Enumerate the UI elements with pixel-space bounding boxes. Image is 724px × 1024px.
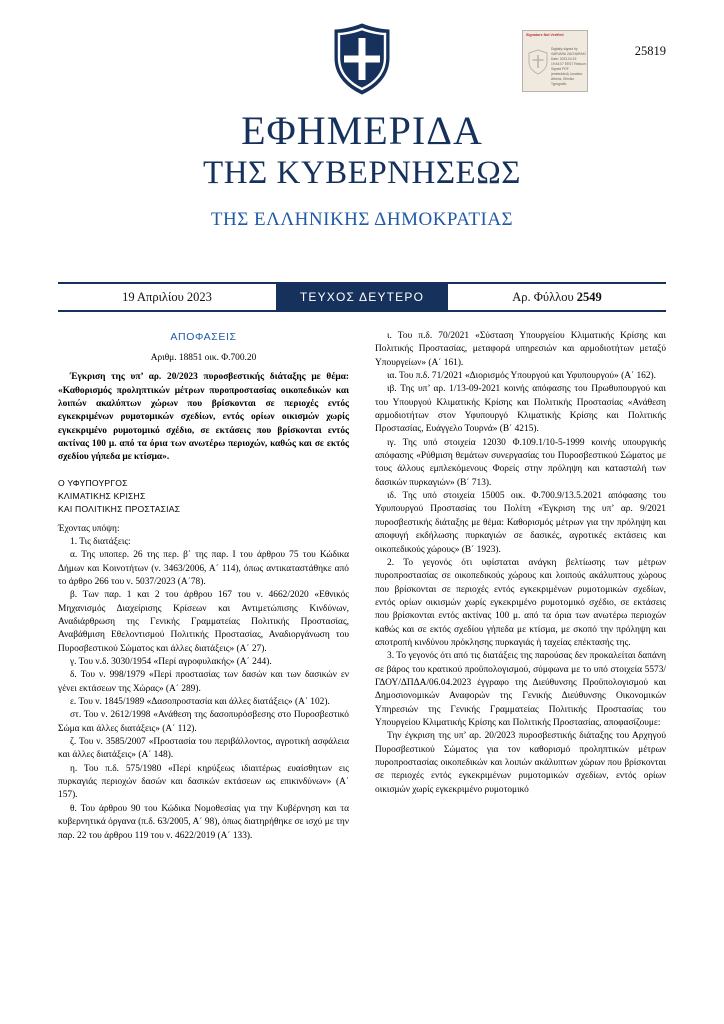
issue-bar (58, 282, 666, 312)
signer-line-1: Ο ΥΦΥΠΟΥΡΓΟΣ (58, 477, 128, 488)
signer-line-2: ΚΛΙΜΑΤΙΚΗΣ ΚΡΙΣΗΣ (58, 490, 146, 501)
issue-number-label: Αρ. Φύλλου (512, 289, 574, 304)
paragraph: ια. Του π.δ. 71/2021 «Διορισμός Υπουργού και Υφυπουργού» (Α΄ 162). (387, 371, 656, 382)
stamp-emblem-icon (527, 49, 549, 75)
signer-line-3: ΚΑΙ ΠΟΛΙΤΙΚΗΣ ΠΡΟΣΤΑΣΙΑΣ (58, 504, 181, 515)
page-header (58, 0, 666, 262)
issue-date: 19 Απριλίου 2023 (122, 289, 212, 304)
digital-signature-stamp (522, 30, 588, 92)
signer-block (58, 477, 349, 517)
page-number: 25819 (634, 44, 666, 58)
right-column (375, 330, 666, 843)
issue-type: ΤΕΥΧΟΣ ΔΕΥΤΕΡΟ (276, 284, 448, 310)
paragraph: ιδ. Της υπό στοιχεία 15005 οικ. Φ.700.9/13.5.2021 απόφασης του Υφυπουργού Προστασίας του Πολίτη «Έγκριση της υπ’ αρ. 9/2021 πυροσβεστικής διάταξης με θέμα: Καθορισμός μέτρων για την πρόληψη και αποφυγή εκδήλωσης πυρκαγιών σε δασικές, αγροτικές εκτάσεις και οικοπεδικούς χώρους» (Β΄ 1923). (375, 491, 666, 555)
paragraph: γ. Του ν.δ. 3030/1954 «Περί αγροφυλακής» (Α΄ 244). (70, 657, 272, 668)
decision-number: Αριθμ. 18851 οικ. Φ.700.20 (150, 352, 257, 363)
paragraph: δ. Του ν. 998/1979 «Περί προστασίας των δασών και των δασικών εν γένει εκτάσεων της Χώρας» (Α΄ 289). (58, 670, 349, 694)
paragraph: ζ. Του ν. 3585/2007 «Προστασία του περιβάλλοντος, αγροτική ασφάλεια και άλλες διατάξεις» (Α΄ 148). (58, 737, 349, 761)
signature-status-label: Signature Not Verified (526, 33, 564, 37)
paragraph: η. Του π.δ. 575/1980 «Περί κηρύξεως ιδιαιτέρως ευαίσθητων εις πυρκαγιάς περιοχών δασών και δασικών εκτάσεων ως επικινδύνων» (Α΄ 157). (58, 763, 349, 801)
section-title: ΑΠΟΦΑΣΕΙΣ (170, 331, 237, 343)
paragraph: ε. Του ν. 1845/1989 «Δασοπροστασία και άλλες διατάξεις» (Α΄ 102). (70, 697, 330, 708)
body-columns (58, 330, 666, 843)
issue-number-value: 2549 (576, 289, 602, 304)
signature-details: Digitally signed by VARVARA ZACHARAKI Date: 2023.04.19 19:44:07 EEST Reason: Signed PDF (embedded) Location: Athens, Ethniko Typografio (551, 47, 587, 86)
paragraph: 2. Το γεγονός ότι υφίσταται ανάγκη βελτίωσης των μέτρων πυροπροστασίας σε οικοπεδικούς χώρους και λοιπούς ακάλυπτους χώρους που βρίσκονται σε περιοχές εντός εγκεκριμένων ρυμοτομικών σχεδίων, εντός ορίων οικισμών χωρίς εγκεκριμένο ρυμοτομικό σχέδιο, σε εκτάσεις που βρίσκονται εντός ακτίνας 100 μ. από τα όρια των ανωτέρω περιοχών καθώς και σε εκτός σχεδίου γήπεδα με κτίσμα, με σκοπό την πρόληψη και αποτροπή κινδύνου πρόκλησης πυρκαγιάς ή ταχείας επέκτασής της. (375, 557, 666, 648)
paragraph: θ. Του άρθρου 90 του Κώδικα Νομοθεσίας για την Κυβέρνηση και τα κυβερνητικά όργανα (π.δ. 63/2005, Α΄ 98), όπως διατηρήθηκε σε ισχύ με την παρ. 22 του άρθρου 119 του ν. 4622/2019 (Α΄ 133). (58, 803, 349, 841)
paragraph: στ. Του ν. 2612/1998 «Ανάθεση της δασοπυρόσβεσης στο Πυροσβεστικό Σώμα και άλλες διατάξεις» (Α΄ 112). (58, 710, 349, 734)
paragraph: Έχοντας υπόψη: (58, 523, 120, 534)
greek-coat-of-arms-icon (331, 22, 393, 96)
gazette-subtitle: ΤΗΣ ΚΥΒΕΡΝΗΣΕΩΣ (203, 154, 521, 191)
issue-number (448, 284, 666, 310)
paragraph: ιβ. Της υπ’ αρ. 1/13-09-2021 κοινής απόφασης του Πρωθυπουργού και του Υπουργού Κλιματικής Κρίσης και Πολιτικής Προστασίας «Ανάθεση αρμοδιοτήτων στον Υφυπουργό Κλιματικής Κρίσης και Πολιτικής Προστασίας, Ευάγγελο Τουρνά» (Β΄ 4215). (375, 384, 666, 435)
gazette-title: ΕΦΗΜΕΡΙΔΑ (241, 108, 483, 153)
decision-heading: Έγκριση της υπ’ αρ. 20/2023 πυροσβεστικής διάταξης με θέμα: «Καθορισμός προληπτικών μέτρων πυροπροστασίας οικοπεδικών και λοιπών ακαλύπτων χώρων που βρίσκονται σε περιοχές εντός εγκεκριμένων ρυμοτομικών σχεδίων, εντός ορίων οικισμών χωρίς εγκεκριμένο ρυμοτομικό σχέδιο, σε εκτάσεις που βρίσκονται εντός ακτίνας 100 μ. από τα όρια των ανωτέρω περιοχών, καθώς και σε εκτός σχεδίου γήπεδα με κτίσμα». (58, 372, 349, 463)
paragraph: Την έγκριση της υπ’ αρ. 20/2023 πυροσβεστικής διάταξης του Αρχηγού Πυροσβεστικού Σώματος για τον καθορισμό προληπτικών μέτρων πυροπροστασίας οικοπεδικών και λοιπών ακάλυπτων χώρων που βρίσκονται σε περιοχές εντός εγκεκριμένων ρυμοτομικών σχεδίων, εντός ορίων οικισμών χωρίς εγκεκριμένο ρυμοτομικό (375, 731, 666, 795)
paragraph: 1. Τις διατάξεις: (70, 536, 131, 547)
paragraph: ι. Του π.δ. 70/2021 «Σύσταση Υπουργείου Κλιματικής Κρίσης και Πολιτικής Προστασίας, μεταφορά υπηρεσιών και αρμοδιοτήτων μεταξύ Υπουργείων» (Α΄ 161). (375, 331, 666, 368)
left-column (58, 330, 349, 843)
paragraph: ιγ. Της υπό στοιχεία 12030 Φ.109.1/10-5-1999 κοινής υπουργικής απόφασης «Ρύθμιση θεμάτων συνεργασίας του Πυροσβεστικού Σώματος με τους άλλους εμπλεκόμενους Φορείς στην πρόληψη και κατασταλή των δασικών πυρκαγιών» (Β΄ 713). (375, 437, 666, 488)
paragraph: β. Των παρ. 1 και 2 του άρθρου 167 του ν. 4662/2020 «Εθνικός Μηχανισμός Διαχείρισης Κρίσεων και Αντιμετώπισης Κινδύνων, Αναδιάρθρωση της Γενικής Γραμματείας Πολιτικής Προστασίας, Αναβάθμιση Εθελοντισμού Πολιτικής Προστασίας, Αναδιοργάνωση του Πυροσβεστικού Σώματος και άλλες διατάξεις» (Α΄ 27). (58, 590, 349, 654)
paragraph: α. Της υποπερ. 26 της περ. β΄ της παρ. Ι του άρθρου 75 του Κώδικα Δήμων και Κοινοτήτων (ν. 3463/2006, Α΄ 114), όπως αντικαταστάθηκε από το άρθρο 266 του ν. 5037/2023 (Α΄78). (58, 550, 349, 587)
paragraph: 3. Το γεγονός ότι από τις διατάξεις της παρούσας δεν προκαλείται δαπάνη σε βάρος του κρατικού προϋπολογισμού, σύμφωνα με το υπό στοιχεία 5573/ΓΔΟΥ/ΔΠΔΑ/06.04.2023 έγγραφο της Διεύθυνσης Προϋπολογισμού και Δημοσιονομικών Αναφορών της Γενικής Διεύθυνσης Οικονομικών Υπηρεσιών της Γενικής Γραμματείας Πολιτικής Προστασίας του Υπουργείου Κλιματικής Κρίσης και Πολιτικής Προστασίας, αποφασίζουμε: (375, 651, 666, 728)
republic-line: ΤΗΣ ΕΛΛΗΝΙΚΗΣ ΔΗΜΟΚΡΑΤΙΑΣ (210, 209, 514, 231)
